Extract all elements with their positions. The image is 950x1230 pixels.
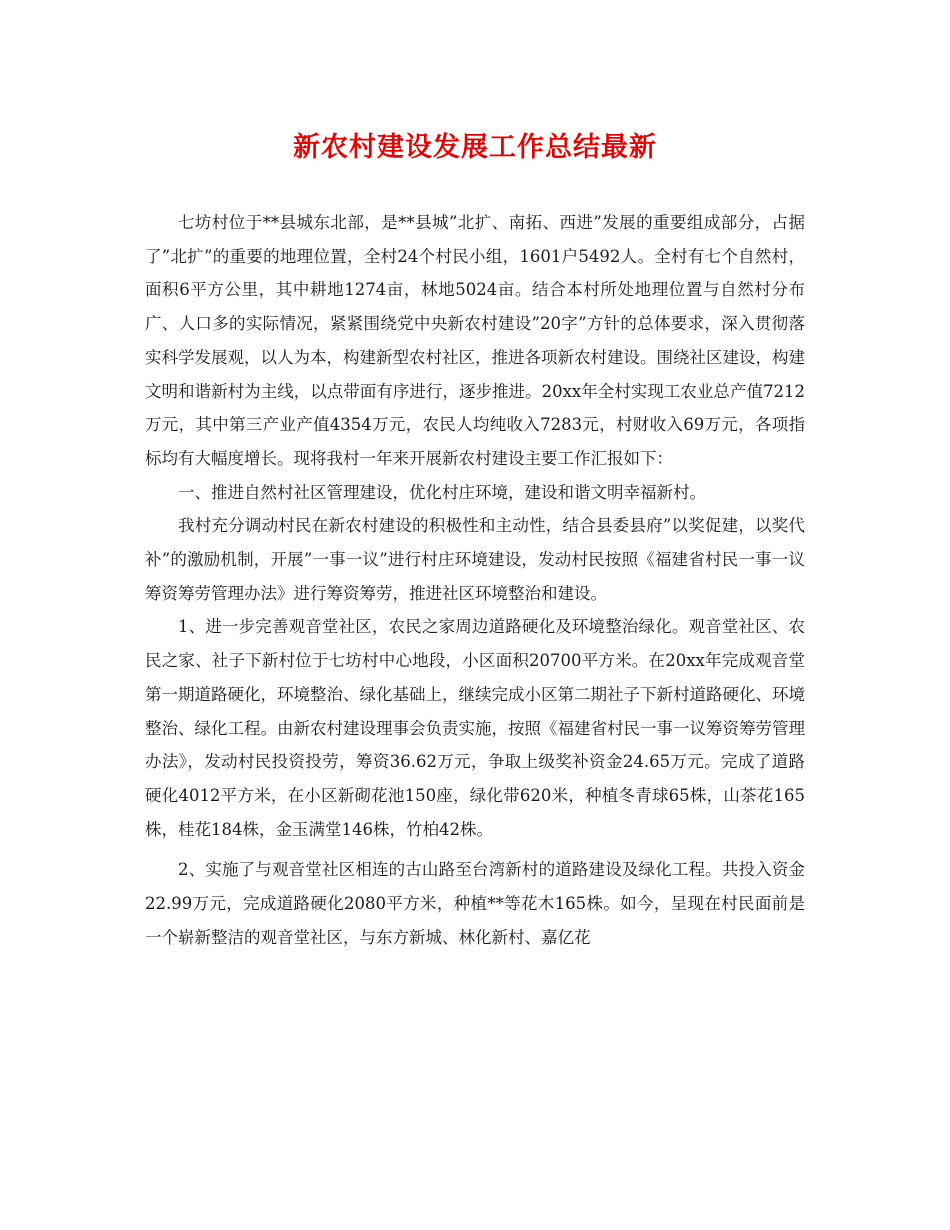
section-heading: 一、推进自然村社区管理建设，优化村庄环境，建设和谐文明幸福新村。 [178, 482, 706, 502]
body-paragraph: 我村充分调动村民在新农村建设的积极性和主动性，结合县委县府”以奖促建，以奖代补”的激励机制，开展”一事一议”进行村庄环境建设，发动村民按照《福建省村民一事一议筹资筹劳管理办法》进行筹资筹劳，推进社区环境整治和建设。 [145, 516, 805, 603]
document-title: 新农村建设发展工作总结最新 [293, 132, 657, 163]
numbered-item: 1、进一步完善观音堂社区，农民之家周边道路硬化及环境整治绿化。观音堂社区、农民之家、社子下新村位于七坊村中心地段，小区面积20700平方米。在20xx年完成观音堂第一期道路硬化，环境整治、绿化基础上，继续完成小区第二期社子下新村道路硬化、环境整治、绿化工程。由新农村建设理事会负责实施，按照《福建省村民一事一议筹资筹劳管理办法》，发动村民投资投劳，筹资36.62万元，争取上级奖补资金24.65万元。完成了道路硬化4012平方米，在小区新砌花池150座，绿化带620米，种植冬青球65株，山茶花165株，桂花184株，金玉满堂146株，竹柏42株。 [145, 617, 805, 839]
body-paragraph: 七坊村位于**县城东北部，是**县城”北扩、南拓、西进”发展的重要组成部分，占据了”北扩”的重要的地理位置，全村24个村民小组，1601户5492人。全村有七个自然村，面积6平方公里，其中耕地1274亩，林地5024亩。结合本村所处地理位置与自然村分布广、人口多的实际情况，紧紧围绕党中央新农村建设”20字”方针的总体要求，深入贯彻落实科学发展观，以人为本，构建新型农村社区，推进各项新农村建设。围绕社区建设，构建文明和谐新村为主线，以点带面有序进行，逐步推进。20xx年全村实现工农业总产值7212万元，其中第三产业产值4354万元，农民人均纯收入7283元，村财收入69万元，各项指标均有大幅度增长。现将我村一年来开展新农村建设主要工作汇报如下： [145, 213, 805, 468]
document-body [145, 206, 805, 954]
numbered-item: 2、实施了与观音堂社区相连的古山路至台湾新村的道路建设及绿化工程。共投入资金22.99万元，完成道路硬化2080平方米，种植**等花木165株。如今，呈现在村民面前是一个崭新整洁的观音堂社区，与东方新城、林化新村、嘉亿花 [145, 860, 805, 947]
